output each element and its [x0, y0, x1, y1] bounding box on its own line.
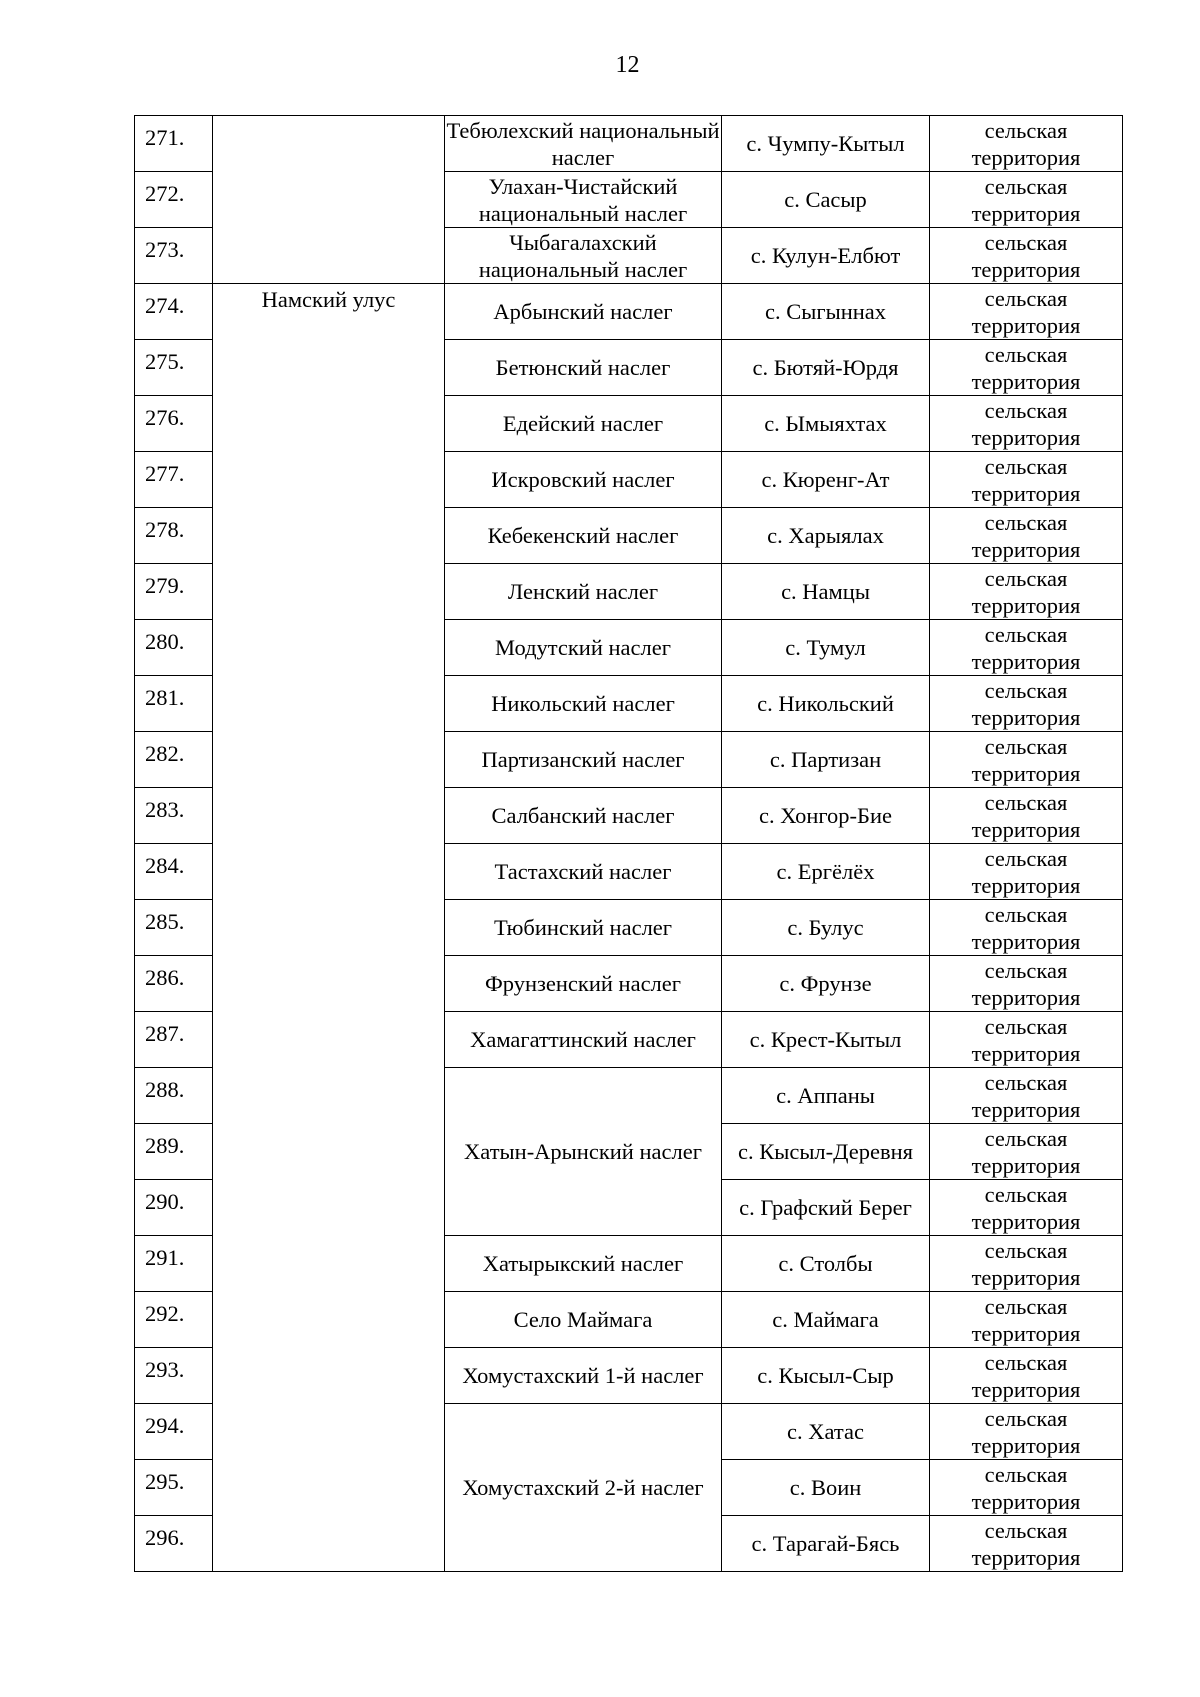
type-cell: сельская территория — [930, 732, 1123, 788]
row-number: 286. — [135, 956, 213, 1012]
type-cell: сельская территория — [930, 1124, 1123, 1180]
admin-center-cell: с. Сыгыннах — [722, 284, 930, 340]
municipality-cell: Село Маймага — [445, 1292, 722, 1348]
type-cell: сельская территория — [930, 1012, 1123, 1068]
row-number: 281. — [135, 676, 213, 732]
admin-center-cell: с. Хонгор-Бие — [722, 788, 930, 844]
type-cell: сельская территория — [930, 452, 1123, 508]
municipality-cell: Фрунзенский наслег — [445, 956, 722, 1012]
row-number: 284. — [135, 844, 213, 900]
admin-center-cell: с. Никольский — [722, 676, 930, 732]
district-cell — [213, 116, 445, 284]
municipality-cell: Тастахский наслег — [445, 844, 722, 900]
municipality-cell: Ленский наслег — [445, 564, 722, 620]
admin-center-cell: с. Кюренг-Ат — [722, 452, 930, 508]
row-number: 276. — [135, 396, 213, 452]
municipality-cell: Хамагаттинский наслег — [445, 1012, 722, 1068]
type-cell: сельская территория — [930, 228, 1123, 284]
type-cell: сельская территория — [930, 1460, 1123, 1516]
admin-center-cell: с. Чумпу-Кытыл — [722, 116, 930, 172]
municipality-cell: Бетюнский наслег — [445, 340, 722, 396]
row-number: 283. — [135, 788, 213, 844]
admin-center-cell: с. Фрунзе — [722, 956, 930, 1012]
admin-center-cell: с. Графский Берег — [722, 1180, 930, 1236]
admin-center-cell: с. Кысыл-Деревня — [722, 1124, 930, 1180]
row-number: 280. — [135, 620, 213, 676]
row-number: 291. — [135, 1236, 213, 1292]
admin-center-cell: с. Булус — [722, 900, 930, 956]
municipality-cell: Хомустахский 2-й наслег — [445, 1404, 722, 1572]
row-number: 285. — [135, 900, 213, 956]
municipality-cell: Салбанский наслег — [445, 788, 722, 844]
admin-center-cell: с. Воин — [722, 1460, 930, 1516]
row-number: 275. — [135, 340, 213, 396]
admin-center-cell: с. Тарагай-Бясь — [722, 1516, 930, 1572]
type-cell: сельская территория — [930, 1068, 1123, 1124]
table-row — [135, 116, 1123, 172]
admin-center-cell: с. Хатас — [722, 1404, 930, 1460]
municipality-cell: Едейский наслег — [445, 396, 722, 452]
row-number: 294. — [135, 1404, 213, 1460]
type-cell: сельская территория — [930, 1348, 1123, 1404]
municipality-cell: Хатын-Арынский наслег — [445, 1068, 722, 1236]
row-number: 288. — [135, 1068, 213, 1124]
type-cell: сельская территория — [930, 564, 1123, 620]
row-number: 295. — [135, 1460, 213, 1516]
admin-center-cell: с. Маймага — [722, 1292, 930, 1348]
type-cell: сельская территория — [930, 340, 1123, 396]
type-cell: сельская территория — [930, 508, 1123, 564]
type-cell: сельская территория — [930, 956, 1123, 1012]
type-cell: сельская территория — [930, 116, 1123, 172]
row-number: 287. — [135, 1012, 213, 1068]
row-number: 293. — [135, 1348, 213, 1404]
row-number: 282. — [135, 732, 213, 788]
type-cell: сельская территория — [930, 1180, 1123, 1236]
municipality-cell: Искровский наслег — [445, 452, 722, 508]
admin-center-cell: с. Намцы — [722, 564, 930, 620]
type-cell: сельская территория — [930, 1236, 1123, 1292]
municipality-cell: Арбынский наслег — [445, 284, 722, 340]
table-row — [135, 284, 1123, 340]
municipality-cell: Чыбагалахский национальный наслег — [445, 228, 722, 284]
row-number: 290. — [135, 1180, 213, 1236]
row-number: 289. — [135, 1124, 213, 1180]
row-number: 274. — [135, 284, 213, 340]
admin-center-cell: с. Харыялах — [722, 508, 930, 564]
row-number: 278. — [135, 508, 213, 564]
admin-center-cell: с. Партизан — [722, 732, 930, 788]
municipality-cell: Модутский наслег — [445, 620, 722, 676]
municipality-cell: Кебекенский наслег — [445, 508, 722, 564]
admin-center-cell: с. Кулун-Елбют — [722, 228, 930, 284]
type-cell: сельская территория — [930, 172, 1123, 228]
admin-center-cell: с. Крест-Кытыл — [722, 1012, 930, 1068]
row-number: 273. — [135, 228, 213, 284]
type-cell: сельская территория — [930, 844, 1123, 900]
type-cell: сельская территория — [930, 284, 1123, 340]
type-cell: сельская территория — [930, 788, 1123, 844]
admin-center-cell: с. Бютяй-Юрдя — [722, 340, 930, 396]
municipality-cell: Партизанский наслег — [445, 732, 722, 788]
row-number: 272. — [135, 172, 213, 228]
municipality-cell: Улахан-Чистайский национальный наслег — [445, 172, 722, 228]
row-number: 271. — [135, 116, 213, 172]
municipality-cell: Никольский наслег — [445, 676, 722, 732]
admin-center-cell: с. Ергёлёх — [722, 844, 930, 900]
admin-center-cell: с. Кысыл-Сыр — [722, 1348, 930, 1404]
row-number: 292. — [135, 1292, 213, 1348]
admin-center-cell: с. Ымыяхтах — [722, 396, 930, 452]
type-cell: сельская территория — [930, 1404, 1123, 1460]
row-number: 279. — [135, 564, 213, 620]
municipality-cell: Хатырыкский наслег — [445, 1236, 722, 1292]
row-number: 277. — [135, 452, 213, 508]
type-cell: сельская территория — [930, 620, 1123, 676]
settlements-table — [134, 115, 1123, 1572]
type-cell: сельская территория — [930, 1292, 1123, 1348]
type-cell: сельская территория — [930, 396, 1123, 452]
municipality-cell: Тюбинский наслег — [445, 900, 722, 956]
type-cell: сельская территория — [930, 676, 1123, 732]
admin-center-cell: с. Столбы — [722, 1236, 930, 1292]
admin-center-cell: с. Сасыр — [722, 172, 930, 228]
page-number: 12 — [615, 52, 640, 78]
type-cell: сельская территория — [930, 1516, 1123, 1572]
municipality-cell: Хомустахский 1-й наслег — [445, 1348, 722, 1404]
municipality-cell: Тебюлехский национальный наслег — [446, 117, 720, 170]
admin-center-cell: с. Тумул — [722, 620, 930, 676]
admin-center-cell: с. Аппаны — [722, 1068, 930, 1124]
district-cell: Намский улус — [213, 284, 445, 1572]
type-cell: сельская территория — [930, 900, 1123, 956]
row-number: 296. — [135, 1516, 213, 1572]
